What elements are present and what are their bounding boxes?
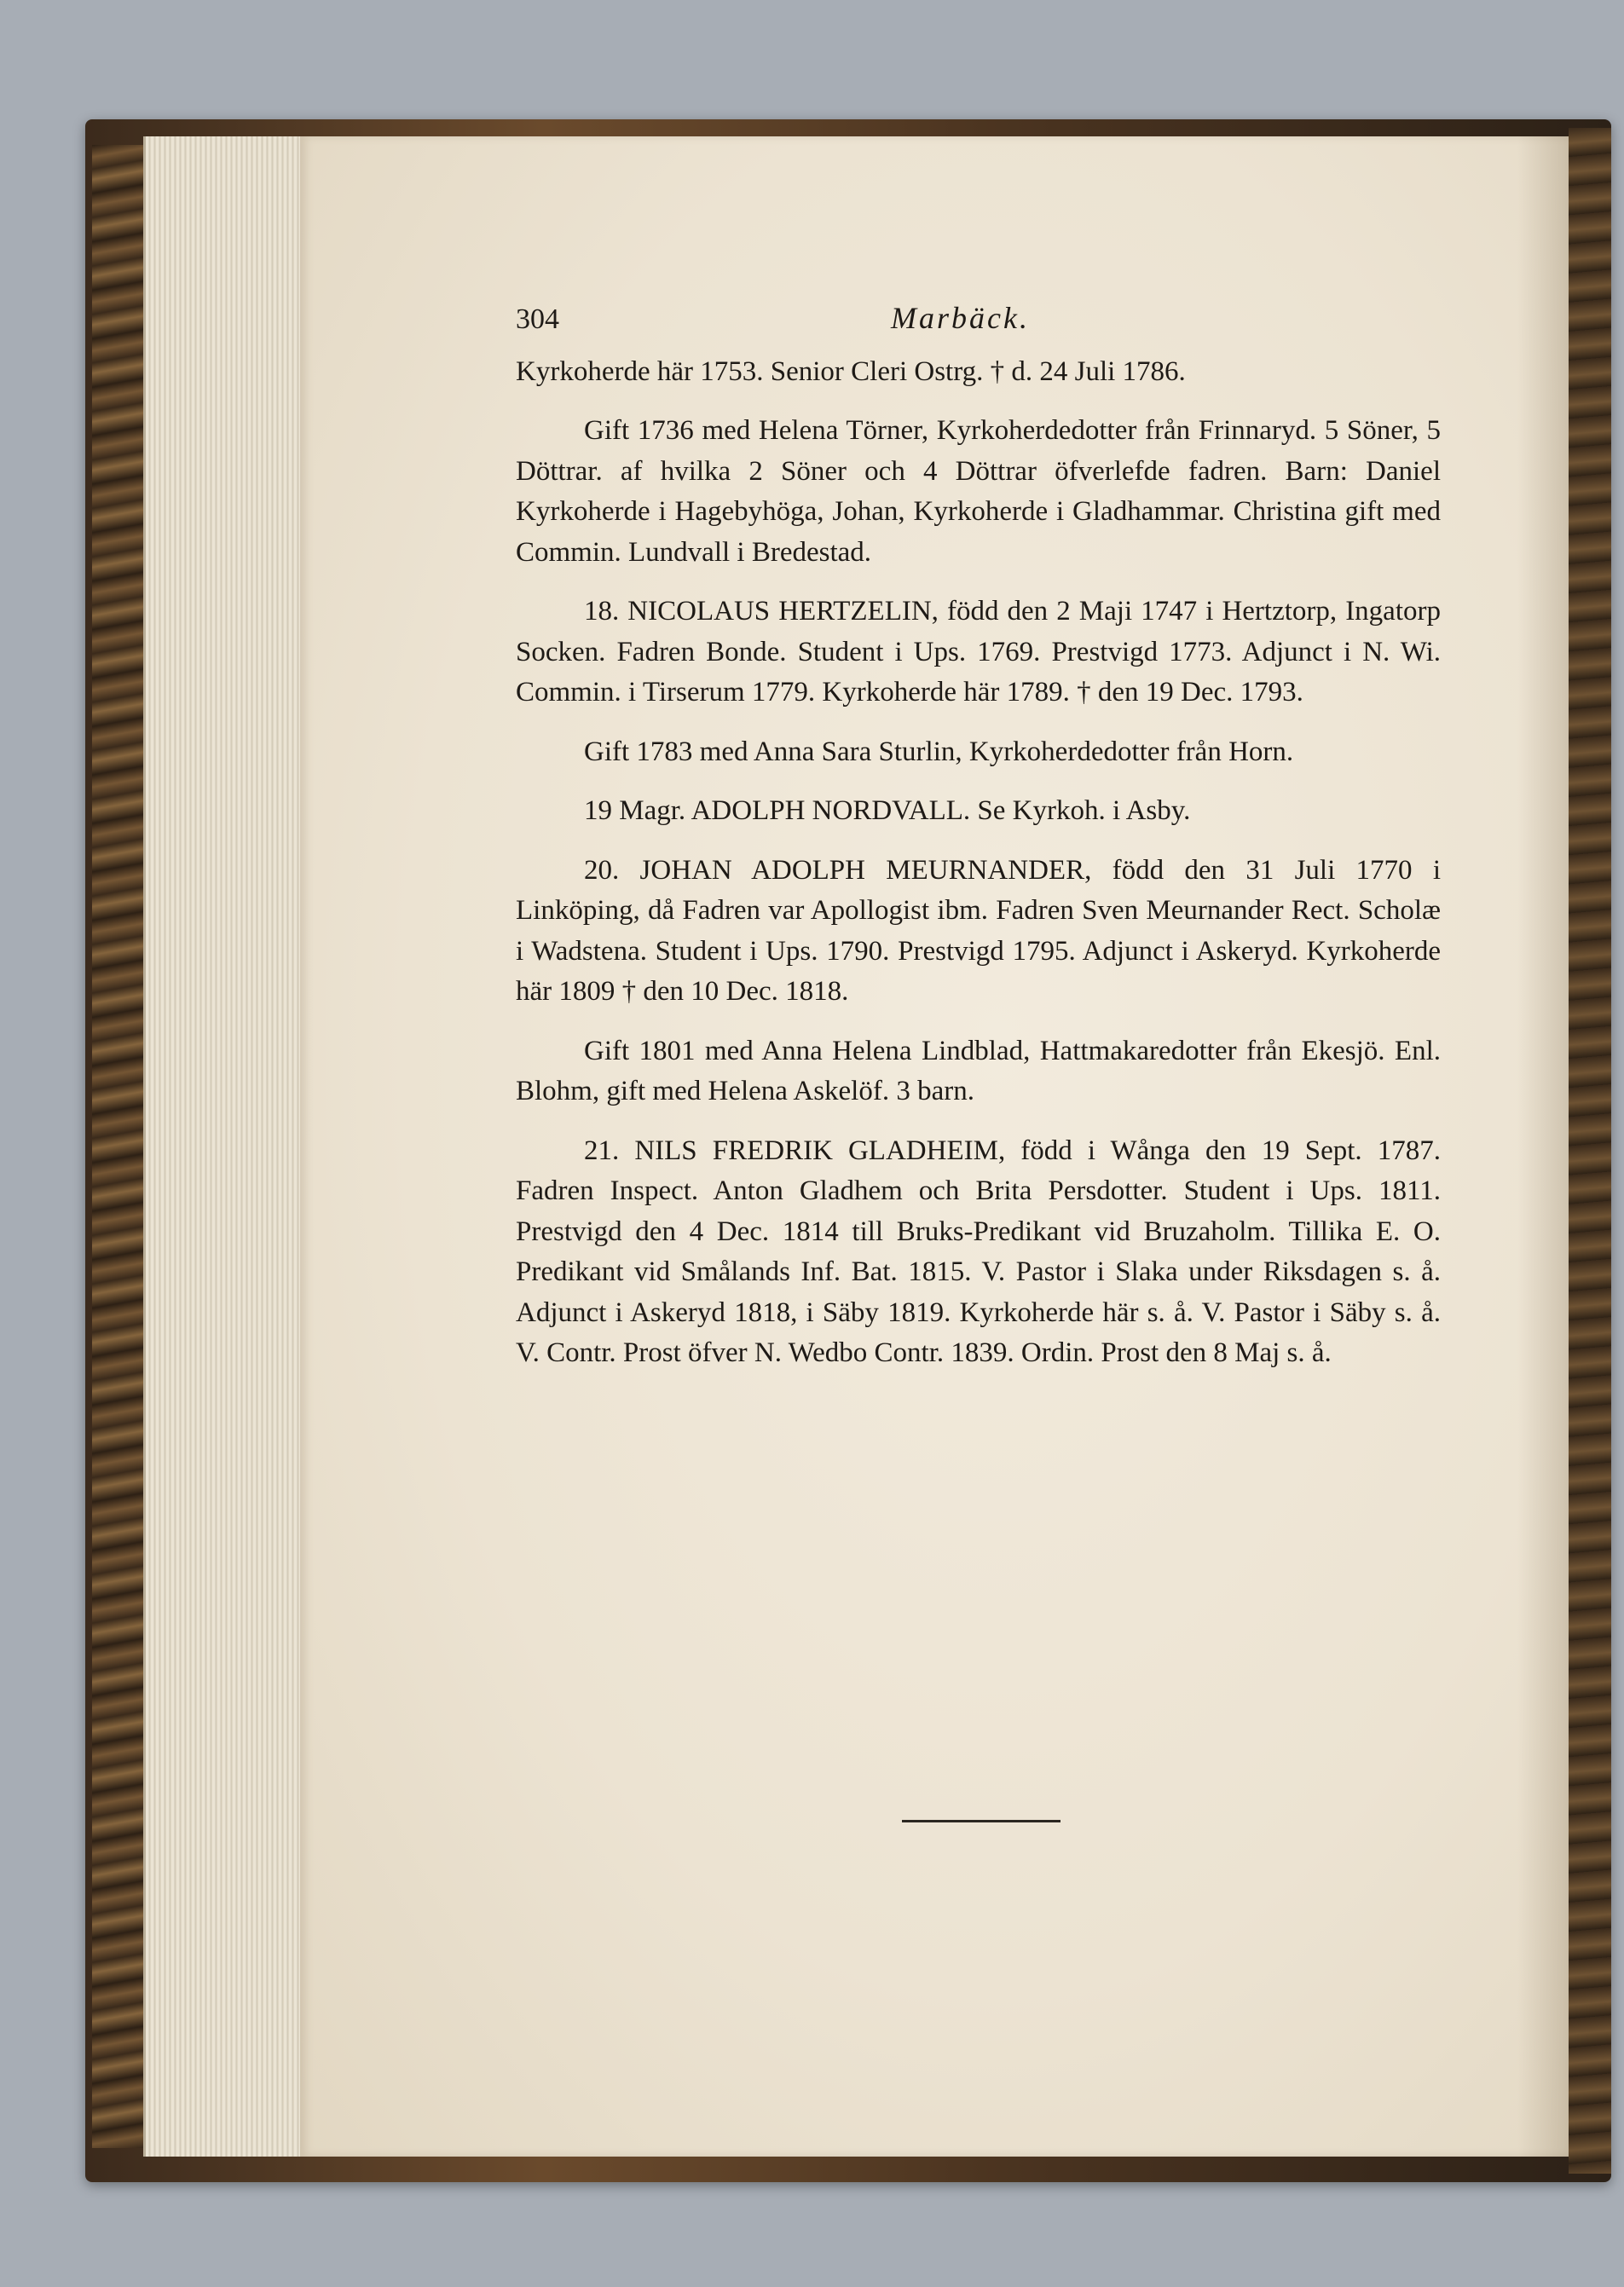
- entry-paragraph: 18. NICOLAUS HERTZELIN, född den 2 Maji 1747 i Hertztorp, Ingatorp Socken. Fadren Bonde. Student i Ups. 1769. Prestvigd 1773. Adjunct i N. Wi. Commin. i Tirserum 1779. Kyrkoherde här 1789. † den 19 Dec. 1793.: [516, 596, 1441, 707]
- gutter-shadow: [1517, 136, 1569, 2157]
- entry-paragraph: 21. NILS FREDRIK GLADHEIM, född i Wånga den 19 Sept. 1787. Fadren Inspect. Anton Gladhem och Brita Persdotter. Student i Ups. 1811. Prestvigd den 4 Dec. 1814 till Bruks-Predikant vid Bruzaholm. Tillika E. O. Predikant vid Smålands Inf. Bat. 1815. V. Pastor i Slaka under Riksdagen s. å. Adjunct i Askeryd 1818, i Säby 1819. Kyrkoherde här s. å. V. Pastor i Säby s. å. V. Contr. Prost öfver N. Wedbo Contr. 1839. Ordin. Prost den 8 Maj s. å.: [516, 1135, 1441, 1368]
- page-edges: [143, 136, 308, 2157]
- end-rule: [902, 1820, 1061, 1822]
- paragraph: Gift 1736 med Helena Törner, Kyrkoherdedotter från Frinnaryd. 5 Söner, 5 Döttrar. af hvilka 2 Söner och 4 Döttrar öfverlefde fadren. Barn: Daniel Kyrkoherde i Hagebyhöga, Johan, Kyrkoherde i Gladhammar. Christina gift med Commin. Lundvall i Bredestad.: [516, 415, 1441, 568]
- paragraph: Kyrkoherde här 1753. Senior Cleri Ostrg. † d. 24 Juli 1786.: [516, 355, 1186, 387]
- page-number: 304: [516, 303, 559, 335]
- page-header: [516, 298, 1441, 340]
- page-text: [516, 298, 1441, 1383]
- paragraph: Gift 1783 med Anna Sara Sturlin, Kyrkoherdedotter från Horn.: [584, 736, 1294, 767]
- right-cover-edge: [1569, 128, 1611, 2174]
- running-head: Marbäck.: [891, 301, 1030, 335]
- entry-paragraph: 19 Magr. ADOLPH NORDVALL. Se Kyrkoh. i Asby.: [584, 795, 1191, 826]
- paragraph: Gift 1801 med Anna Helena Lindblad, Hattmakaredotter från Ekesjö. Enl. Blohm, gift med Helena Askelöf. 3 barn.: [516, 1035, 1441, 1106]
- marbled-binding: [92, 145, 143, 2148]
- entry-paragraph: 20. JOHAN ADOLPH MEURNANDER, född den 31 Juli 1770 i Linköping, då Fadren var Apollogist ibm. Fadren Sven Meurnander Rect. Scholæ i Wadstena. Student i Ups. 1790. Prestvigd 1795. Adjunct i Askeryd. Kyrkoherde här 1809 † den 10 Dec. 1818.: [516, 854, 1441, 1007]
